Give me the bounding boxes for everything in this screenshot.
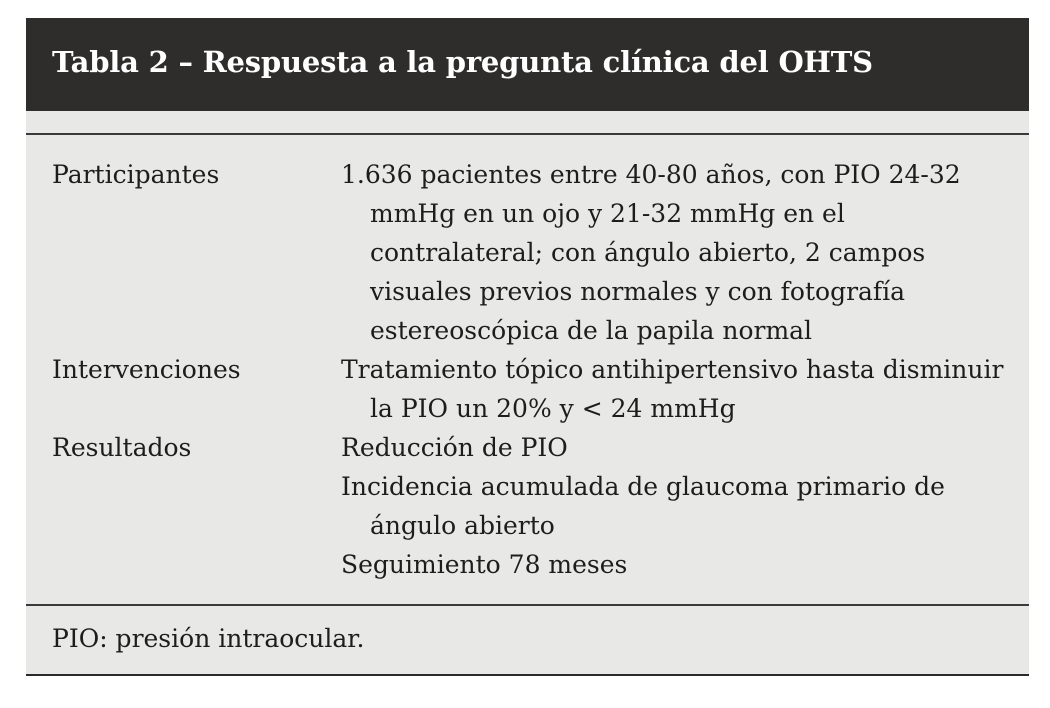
row-value	[341, 155, 1011, 350]
table-container	[26, 18, 1029, 676]
row-value	[341, 350, 1011, 428]
row-entry: Incidencia acumulada de glaucoma primario de ángulo abierto	[341, 472, 945, 540]
row-label: Resultados	[52, 433, 192, 462]
row-entry: 1.636 pacientes entre 40-80 años, con PIO 24-32 mmHg en un ojo y 21-32 mmHg en el contralateral; con ángulo abierto, 2 campos visuales previos normales y con fotografía estereoscópica de la papila normal	[341, 160, 961, 345]
table-title: Tabla 2 – Respuesta a la pregunta clínica del OHTS	[52, 45, 873, 79]
row-label: Intervenciones	[52, 355, 241, 384]
row-entry: Tratamiento tópico antihipertensivo hasta disminuir la PIO un 20% y < 24 mmHg	[341, 355, 1004, 423]
row-label: Participantes	[52, 160, 220, 189]
row-value	[341, 428, 1011, 584]
table-title-bar	[26, 18, 1029, 111]
header-rule	[26, 133, 1029, 135]
row-entry: Seguimiento 78 meses	[341, 550, 628, 579]
footer-rule	[26, 604, 1029, 606]
table-footnote: PIO: presión intraocular.	[52, 624, 365, 653]
row-entry: Reducción de PIO	[341, 433, 568, 462]
